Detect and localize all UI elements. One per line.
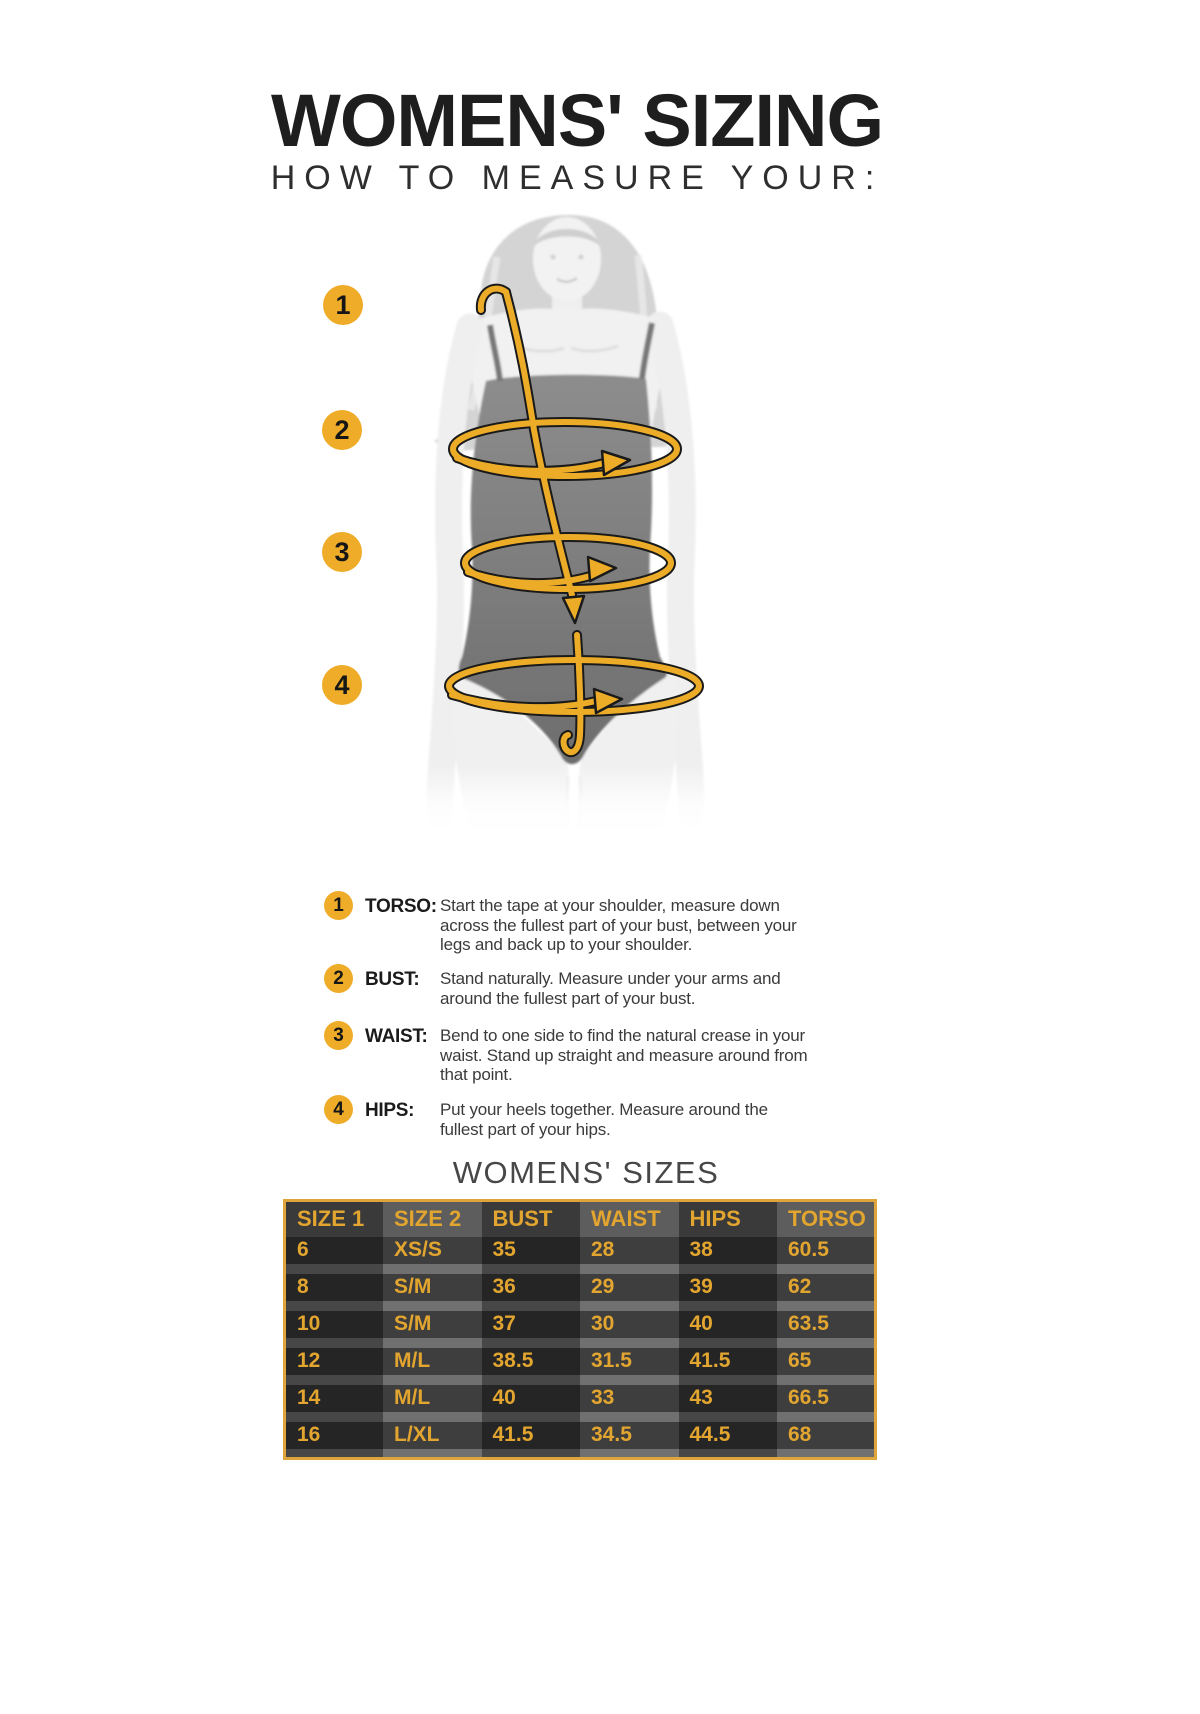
woman-illustration xyxy=(330,195,790,835)
size-cell: M/L xyxy=(383,1385,482,1412)
size-row xyxy=(285,1385,876,1412)
size-cell: 10 xyxy=(285,1311,384,1338)
instruction-text: Bend to one side to find the natural crease in your waist. Stand up straight and measure around from that point. xyxy=(440,1026,808,1084)
sizes-table xyxy=(283,1199,877,1460)
figure-marker-1: 1 xyxy=(323,285,363,325)
column-header-waist: WAIST xyxy=(580,1201,679,1237)
size-cell: 31.5 xyxy=(580,1348,679,1375)
column-header-size-2: SIZE 2 xyxy=(383,1201,482,1237)
size-cell: 38.5 xyxy=(482,1348,581,1375)
size-cell: L/XL xyxy=(383,1422,482,1449)
size-cell: 33 xyxy=(580,1385,679,1412)
sizes-table-header xyxy=(285,1201,876,1237)
row-divider xyxy=(285,1412,876,1422)
size-cell: 37 xyxy=(482,1311,581,1338)
size-cell: XS/S xyxy=(383,1237,482,1264)
size-row xyxy=(285,1311,876,1338)
size-cell: 28 xyxy=(580,1237,679,1264)
size-cell: 39 xyxy=(679,1274,778,1301)
size-cell: 44.5 xyxy=(679,1422,778,1449)
figure-marker-2: 2 xyxy=(322,410,362,450)
row-divider xyxy=(285,1338,876,1348)
size-cell: 14 xyxy=(285,1385,384,1412)
size-row xyxy=(285,1274,876,1301)
instruction-hips xyxy=(324,1095,812,1139)
figure-marker-3: 3 xyxy=(322,532,362,572)
row-divider xyxy=(285,1264,876,1274)
column-header-hips: HIPS xyxy=(679,1201,778,1237)
row-divider xyxy=(285,1449,876,1459)
size-cell: 41.5 xyxy=(679,1348,778,1375)
size-cell: 38 xyxy=(679,1237,778,1264)
size-cell: 66.5 xyxy=(777,1385,876,1412)
row-divider xyxy=(285,1301,876,1311)
size-cell: 65 xyxy=(777,1348,876,1375)
instruction-waist xyxy=(324,1021,812,1085)
instruction-label: WAIST: xyxy=(365,1026,428,1047)
instruction-number-badge: 1 xyxy=(324,891,353,920)
instruction-torso xyxy=(324,891,812,955)
column-header-torso: TORSO xyxy=(777,1201,876,1237)
size-cell: 41.5 xyxy=(482,1422,581,1449)
size-cell: 34.5 xyxy=(580,1422,679,1449)
measurement-figure xyxy=(330,195,790,835)
page-subtitle: HOW TO MEASURE YOUR: xyxy=(270,159,884,197)
instruction-text: Put your heels together. Measure around the fullest part of your hips. xyxy=(440,1100,768,1139)
page-title: WOMENS' SIZING xyxy=(270,79,884,162)
size-cell: 36 xyxy=(482,1274,581,1301)
instruction-number-badge: 4 xyxy=(324,1095,353,1124)
sizes-table-body xyxy=(285,1237,876,1459)
row-divider xyxy=(285,1375,876,1385)
size-cell: 30 xyxy=(580,1311,679,1338)
size-row xyxy=(285,1237,876,1264)
size-cell: 40 xyxy=(482,1385,581,1412)
size-row xyxy=(285,1348,876,1375)
instruction-text: Stand naturally. Measure under your arms and around the fullest part of your bust. xyxy=(440,969,781,1008)
bottom-fade xyxy=(330,765,790,835)
size-cell: 16 xyxy=(285,1422,384,1449)
instruction-label: HIPS: xyxy=(365,1100,415,1121)
figure-marker-4: 4 xyxy=(322,665,362,705)
size-cell: 40 xyxy=(679,1311,778,1338)
size-cell: 35 xyxy=(482,1237,581,1264)
size-cell: S/M xyxy=(383,1274,482,1301)
instruction-bust xyxy=(324,964,812,1008)
instruction-number-badge: 3 xyxy=(324,1021,353,1050)
size-cell: 6 xyxy=(285,1237,384,1264)
size-row xyxy=(285,1422,876,1449)
size-cell: 12 xyxy=(285,1348,384,1375)
size-cell: 60.5 xyxy=(777,1237,876,1264)
instruction-label: TORSO: xyxy=(365,896,437,917)
sizes-table-heading: WOMENS' SIZES xyxy=(452,1155,720,1190)
column-header-size-1: SIZE 1 xyxy=(285,1201,384,1237)
size-cell: M/L xyxy=(383,1348,482,1375)
instruction-text: Start the tape at your shoulder, measure down across the fullest part of your bust, between your legs and back up to your shoulder. xyxy=(440,896,797,954)
instruction-number-badge: 2 xyxy=(324,964,353,993)
size-cell: 68 xyxy=(777,1422,876,1449)
size-cell: S/M xyxy=(383,1311,482,1338)
size-cell: 8 xyxy=(285,1274,384,1301)
size-cell: 29 xyxy=(580,1274,679,1301)
column-header-bust: BUST xyxy=(482,1201,581,1237)
size-cell: 43 xyxy=(679,1385,778,1412)
size-cell: 62 xyxy=(777,1274,876,1301)
instruction-label: BUST: xyxy=(365,969,420,990)
size-cell: 63.5 xyxy=(777,1311,876,1338)
